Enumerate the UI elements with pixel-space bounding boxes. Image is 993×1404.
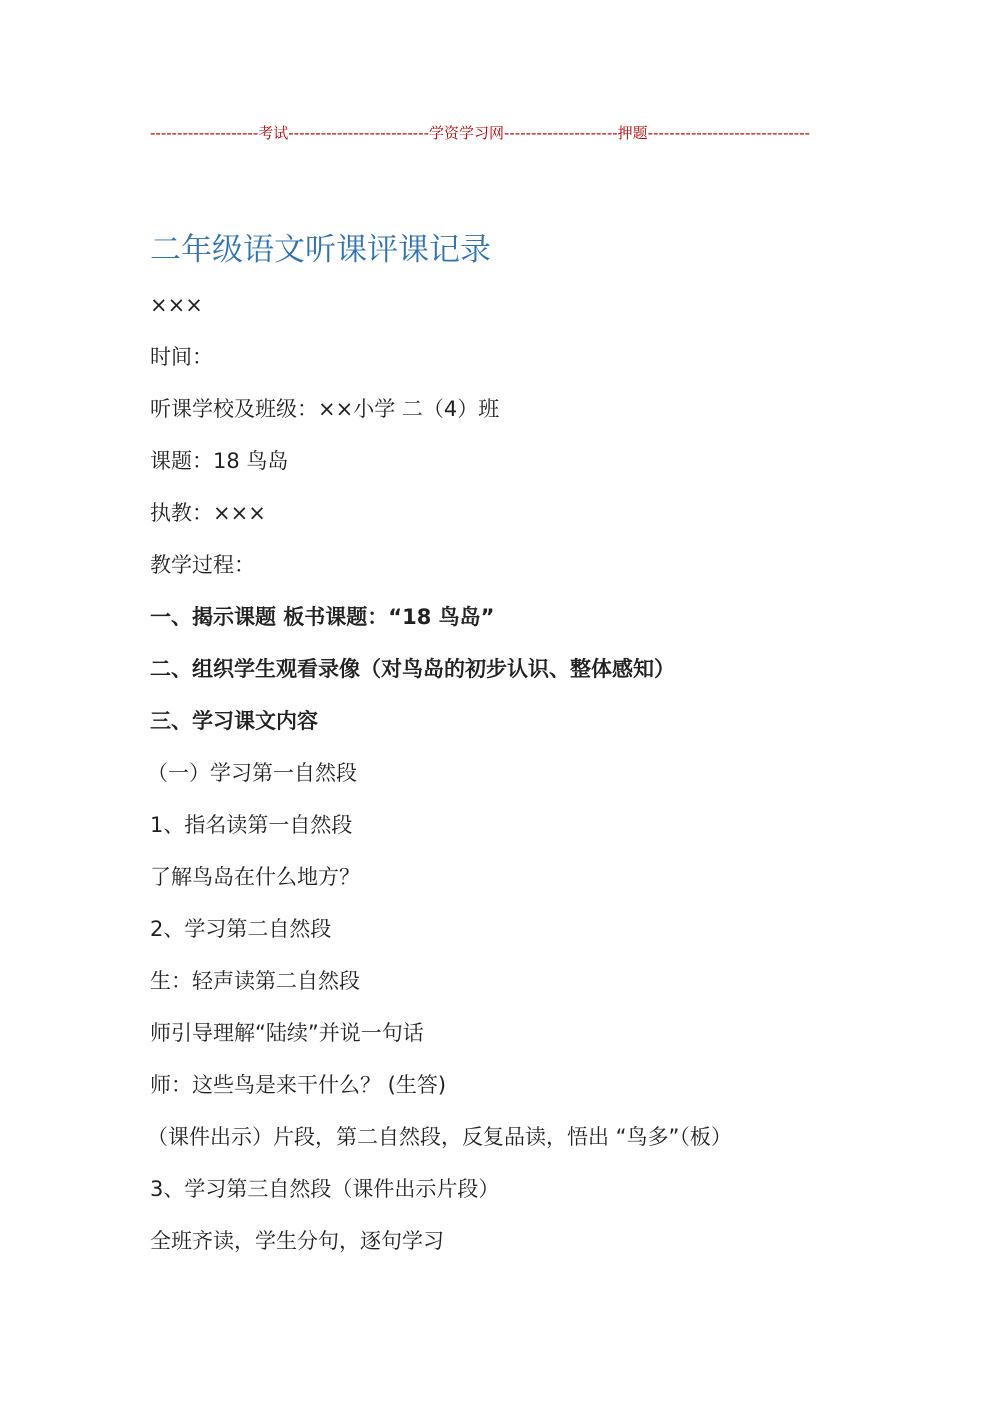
section-heading-3: 三、学习课文内容 <box>150 709 318 733</box>
process-heading: 教学过程： <box>150 553 255 577</box>
time-line: 时间： <box>150 345 213 369</box>
author-line: ××× <box>150 293 203 317</box>
step-3-line: 3、学习第三自然段（课件出示片段） <box>150 1177 500 1201</box>
section-heading-2: 二、组织学生观看录像（对鸟岛的初步认识、整体感知） <box>150 657 675 681</box>
section-heading-1: 一、揭示课题 板书课题：“18 鸟岛” <box>150 605 495 629</box>
school-class-line: 听课学校及班级：××小学 二（4）班 <box>150 397 500 421</box>
subsection-heading: （一）学习第一自然段 <box>147 761 357 785</box>
step-1-line: 1、指名读第一自然段 <box>150 813 353 837</box>
student-read-line: 生：轻声读第二自然段 <box>150 969 360 993</box>
teacher-question-line: 师：这些鸟是来干什么？ (生答) <box>150 1073 447 1097</box>
page-header: --------------------考试--------------------------学资学习网---------------------押题------------------------------ <box>150 124 811 142</box>
step-2-line: 2、学习第二自然段 <box>150 917 332 941</box>
courseware-line: （课件出示）片段，第二自然段，反复品读，悟出 “鸟多”（板） <box>147 1125 732 1149</box>
teacher-line: 执教：××× <box>150 501 266 525</box>
class-reading-line: 全班齐读，学生分句，逐句学习 <box>150 1229 444 1253</box>
lesson-topic-line: 课题：18 鸟岛 <box>150 449 289 473</box>
document-title: 二年级语文听课评课记录 <box>150 232 491 268</box>
teacher-guide-line: 师引导理解“陆续”并说一句话 <box>150 1021 424 1045</box>
question-line: 了解鸟岛在什么地方？ <box>150 865 360 889</box>
